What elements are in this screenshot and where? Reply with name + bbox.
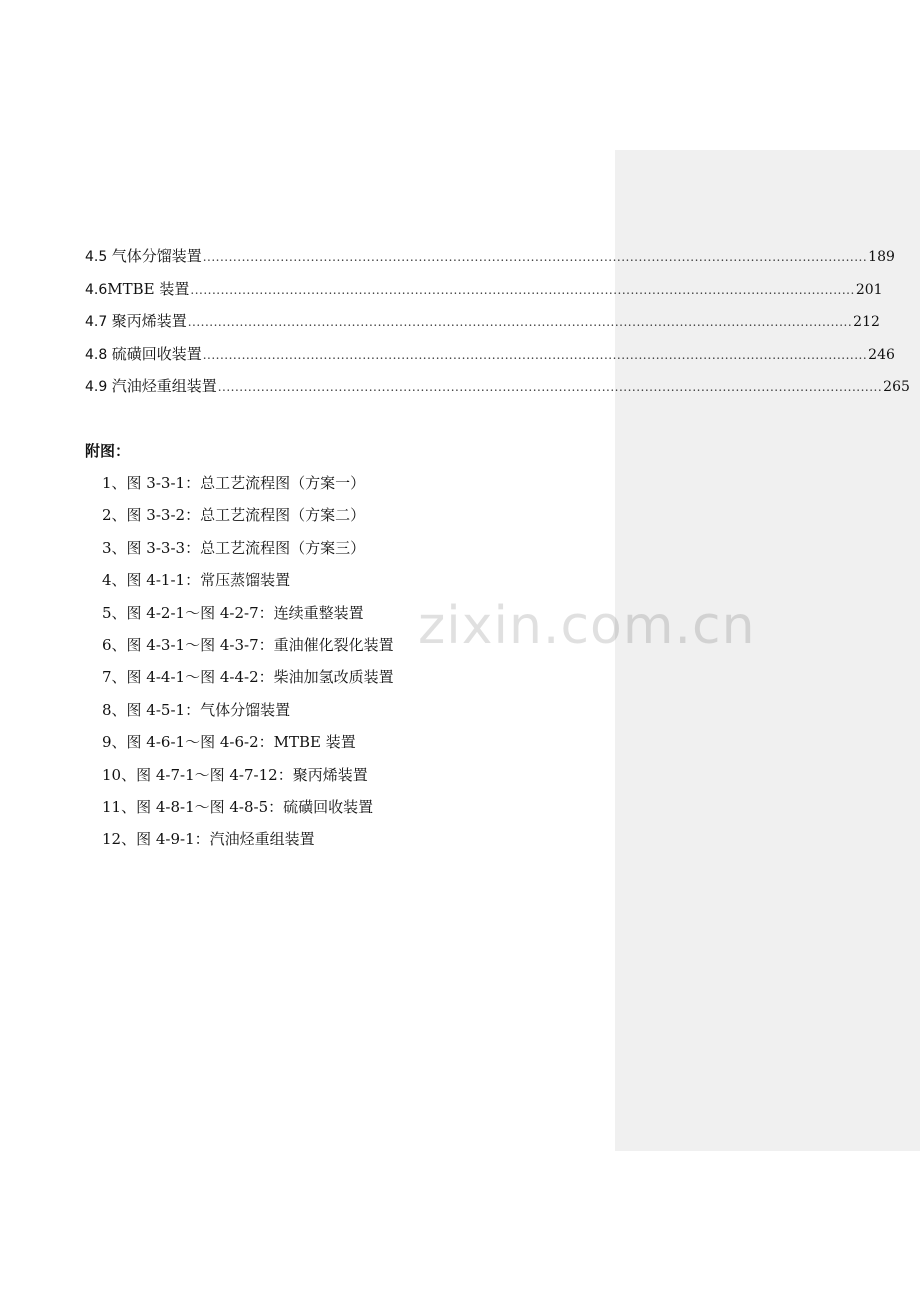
toc-entry[interactable] — [85, 373, 910, 406]
figure-item: 7、图 4-4-1～图 4-4-2：柴油加氢改质装置 — [102, 668, 394, 687]
figures-heading: 附图： — [85, 442, 131, 460]
toc-leader: .......................................................................................................................................................... — [202, 250, 868, 264]
figure-item: 1、图 3-3-1：总工艺流程图（方案一） — [102, 474, 366, 492]
toc-number: 4.7 — [85, 314, 112, 330]
table-of-contents — [85, 243, 910, 406]
toc-number: 4.6 — [85, 281, 108, 298]
toc-number: 4.8 — [85, 346, 112, 363]
toc-title: 硫磺回收装置 — [111, 344, 202, 363]
toc-entry[interactable] — [85, 276, 883, 309]
toc-entry[interactable] — [85, 341, 895, 374]
toc-leader: .......................................................................................................................................................... — [187, 315, 853, 329]
figures-list — [102, 470, 394, 859]
toc-title: 聚丙烯装置 — [111, 312, 187, 330]
toc-leader: .......................................................................................................................................................... — [190, 282, 855, 297]
toc-page-number: 246 — [868, 346, 895, 363]
toc-leader: .......................................................................................................................................................... — [217, 380, 883, 394]
toc-page-number: 201 — [855, 281, 883, 298]
toc-page-number: 265 — [883, 379, 910, 395]
toc-title: MTBE 装置 — [107, 279, 190, 298]
figure-item: 11、图 4-8-1～图 4-8-5：硫磺回收装置 — [102, 797, 374, 816]
toc-number: 4.9 — [85, 379, 112, 395]
watermark: zixin.com.cn — [418, 596, 756, 656]
toc-number: 4.5 — [85, 249, 112, 265]
toc-page-number: 189 — [868, 249, 895, 265]
toc-page-number: 212 — [853, 314, 880, 330]
toc-title: 汽油烃重组装置 — [111, 377, 217, 395]
figure-item: 6、图 4-3-1～图 4-3-7：重油催化裂化装置 — [102, 635, 394, 654]
figure-item: 12、图 4-9-1：汽油烃重组装置 — [102, 830, 315, 849]
figure-item: 2、图 3-3-2：总工艺流程图（方案二） — [102, 506, 366, 525]
figure-item: 5、图 4-2-1～图 4-2-7：连续重整装置 — [102, 603, 364, 622]
figure-item: 3、图 3-3-3：总工艺流程图（方案三） — [102, 538, 366, 557]
toc-entry[interactable] — [85, 308, 880, 341]
figure-item: 8、图 4-5-1：气体分馏装置 — [102, 700, 291, 719]
figure-item: 10、图 4-7-1～图 4-7-12：聚丙烯装置 — [102, 765, 368, 784]
figure-item: 9、图 4-6-1～图 4-6-2：MTBE 装置 — [102, 733, 356, 752]
figure-item: 4、图 4-1-1：常压蒸馏装置 — [102, 571, 291, 590]
toc-entry[interactable] — [85, 243, 895, 276]
toc-title: 气体分馏装置 — [111, 247, 202, 265]
toc-leader: .......................................................................................................................................................... — [202, 347, 868, 362]
